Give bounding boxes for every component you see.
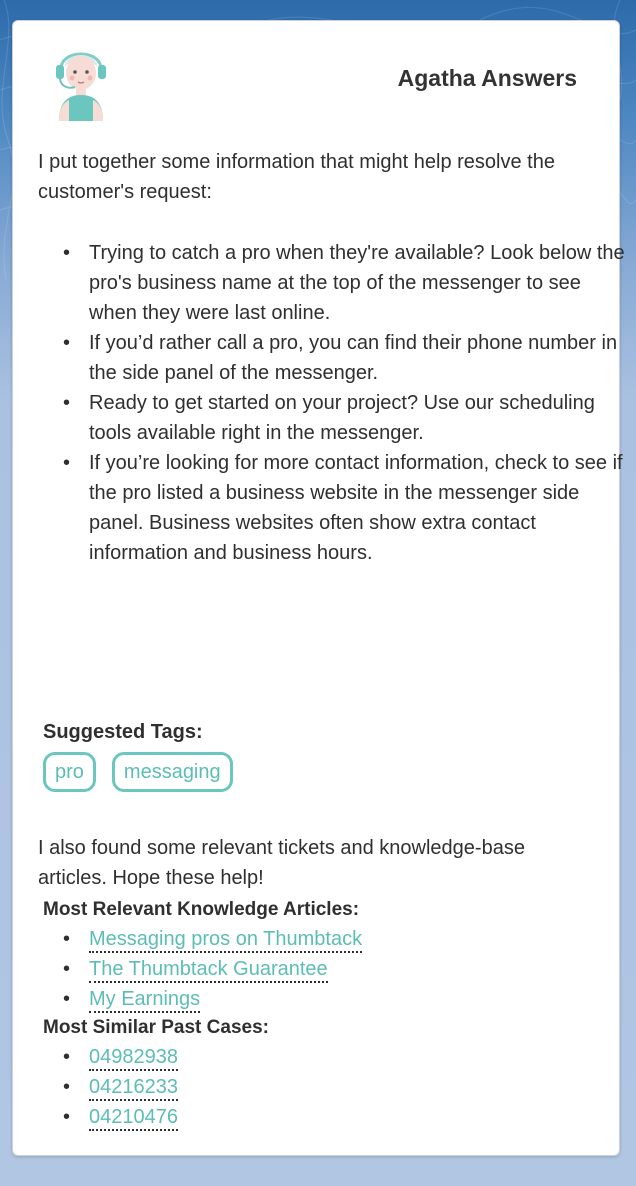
bullet: • bbox=[63, 928, 71, 950]
list-item bbox=[63, 328, 629, 388]
tip-text: Ready to get started on your project? Use our scheduling tools available right in the messenger. bbox=[89, 392, 595, 444]
bullet: • bbox=[63, 1076, 71, 1098]
articles-heading: Most Relevant Knowledge Articles: bbox=[43, 899, 360, 920]
list-item bbox=[63, 1072, 178, 1102]
case-link[interactable]: 04216233 bbox=[89, 1076, 178, 1101]
list-item bbox=[63, 924, 363, 954]
bullet: • bbox=[63, 958, 71, 980]
bullet: • bbox=[63, 988, 71, 1010]
intro-text: I put together some information that might help resolve the customer's request: bbox=[38, 151, 555, 203]
list-item bbox=[63, 954, 362, 984]
article-link[interactable]: My Earnings bbox=[89, 988, 200, 1013]
tip-text: If you’re looking for more contact information, check to see if the pro listed a business website in the messenger side panel. Business websites often show extra contact information and business hours. bbox=[89, 452, 623, 564]
cases-heading: Most Similar Past Cases: bbox=[43, 1017, 269, 1038]
list-item bbox=[63, 448, 629, 568]
list-item bbox=[63, 1042, 178, 1072]
suggested-tags-label: Suggested Tags: bbox=[43, 721, 203, 743]
card-header bbox=[13, 21, 621, 131]
suggested-tags bbox=[43, 752, 233, 792]
found-text: I also found some relevant tickets and knowledge-base articles. Hope these help! bbox=[38, 837, 525, 889]
cases-list bbox=[63, 1042, 178, 1132]
page-title: Agatha Answers bbox=[397, 65, 577, 91]
case-link[interactable]: 04210476 bbox=[89, 1106, 178, 1131]
list-item bbox=[63, 238, 629, 328]
bullet: • bbox=[63, 452, 71, 474]
bullet: • bbox=[63, 1046, 71, 1068]
tag-messaging[interactable]: messaging bbox=[112, 752, 233, 792]
tip-text: If you’d rather call a pro, you can find their phone number in the side panel of the messenger. bbox=[89, 332, 618, 384]
bullet: • bbox=[63, 332, 71, 354]
bullet: • bbox=[63, 242, 71, 264]
case-link[interactable]: 04982938 bbox=[89, 1046, 178, 1071]
tip-text: Trying to catch a pro when they're available? Look below the pro's business name at the top of the messenger to see when they were last online. bbox=[89, 242, 625, 324]
bullet: • bbox=[63, 1106, 71, 1128]
bullet: • bbox=[63, 392, 71, 414]
assistant-answer-card bbox=[12, 20, 625, 1156]
article-link[interactable]: Messaging pros on Thumbtack bbox=[89, 928, 362, 953]
articles-list bbox=[63, 924, 362, 1014]
list-item bbox=[63, 1102, 178, 1132]
article-link[interactable]: The Thumbtack Guarantee bbox=[89, 958, 328, 983]
tag-pro[interactable]: pro bbox=[43, 752, 96, 792]
tips-list bbox=[38, 238, 629, 568]
list-item bbox=[63, 388, 629, 448]
list-item bbox=[63, 984, 362, 1014]
robot-assistant-avatar-icon bbox=[49, 39, 113, 121]
